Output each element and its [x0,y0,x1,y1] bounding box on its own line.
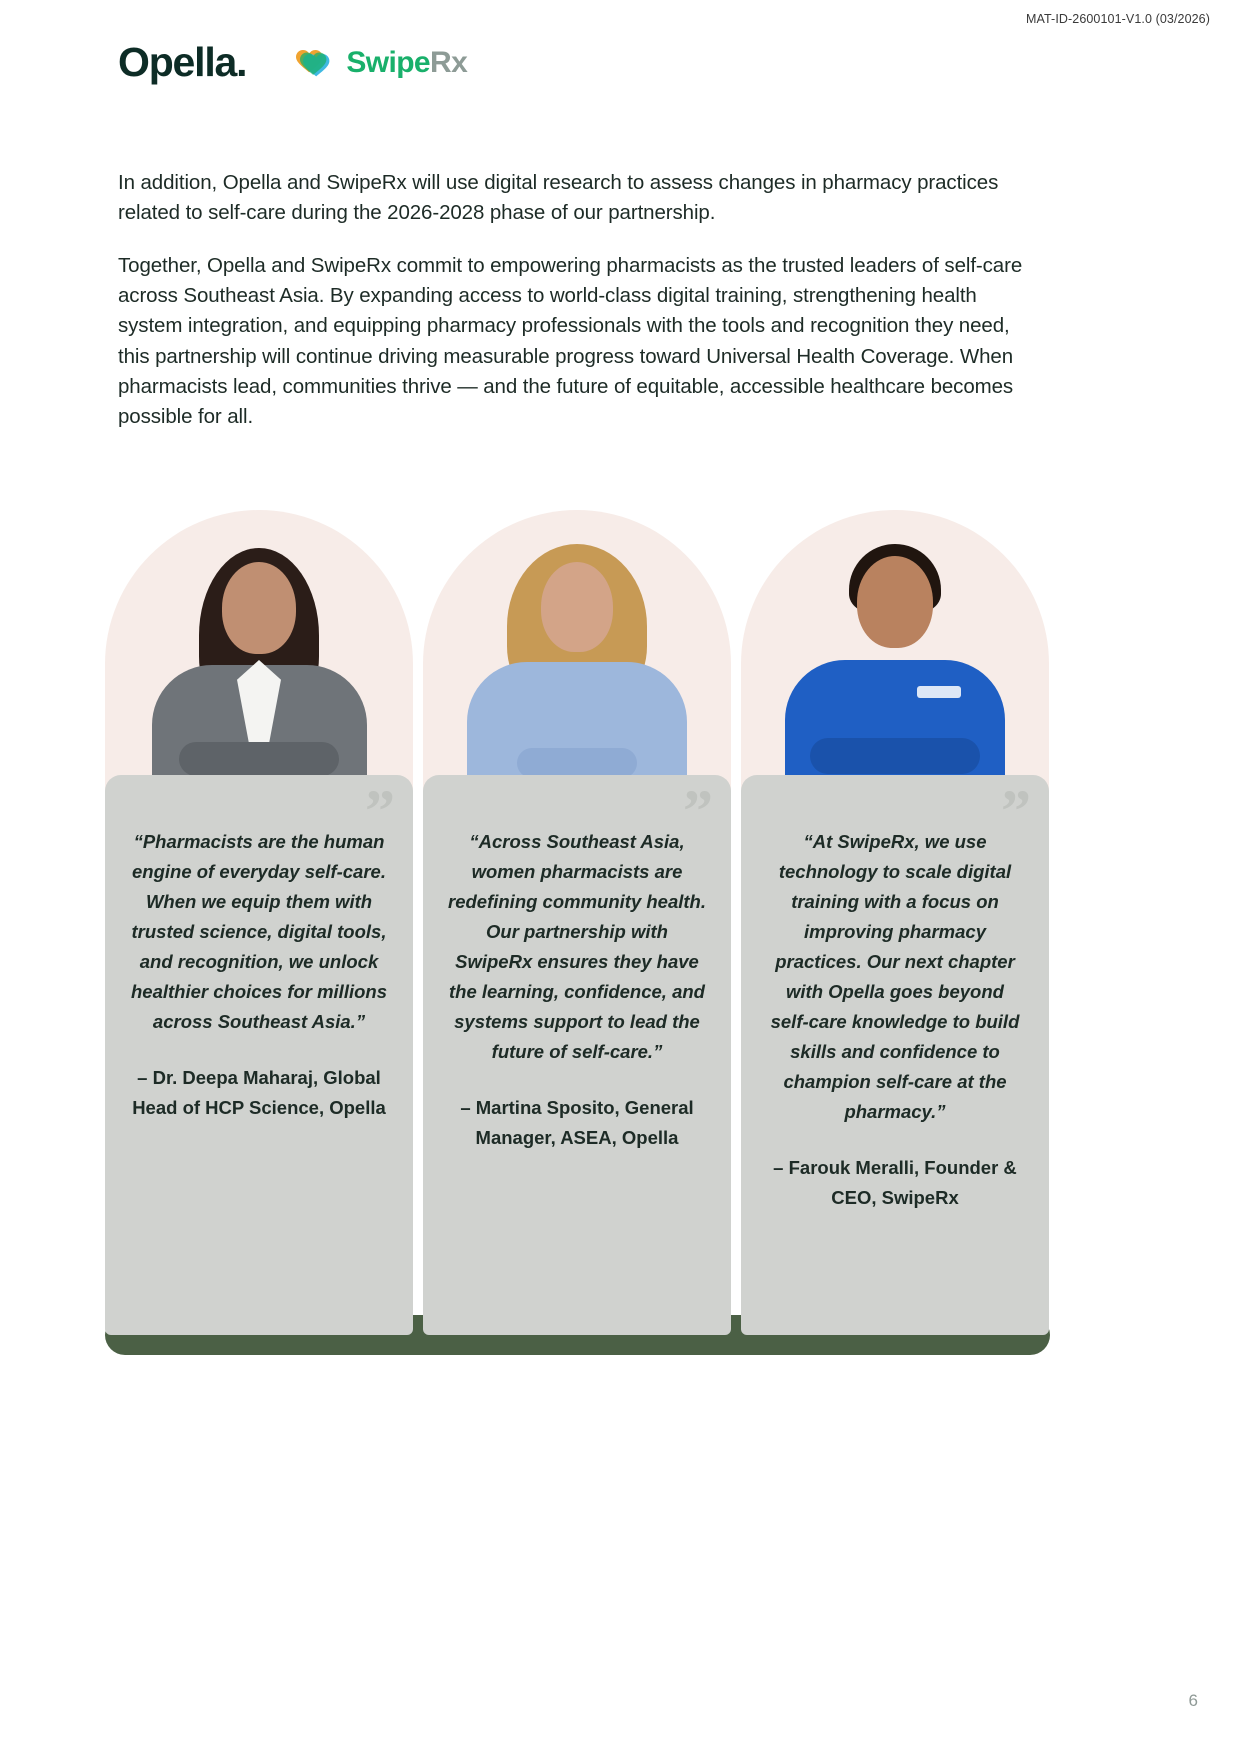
quote-attribution: – Dr. Deepa Maharaj, Global Head of HCP Science, Opella [132,1066,386,1118]
arms-shape [517,748,637,778]
material-id-code: MAT-ID-2600101-V1.0 (03/2026) [1025,12,1210,26]
swiperx-logo [292,46,467,80]
quote-card-2 [423,775,731,1335]
page-header [118,39,468,85]
quote-text: “At SwipeRx, we use technology to scale digital training with a focus on improving pharmacy practices. Our next chapter with Opella goes beyond self-care knowledge to build skills and confidence to champion self-care at the pharmacy.” [770,831,1020,1122]
quote-attribution: – Martina Sposito, General Manager, ASEA, Opella [460,1096,694,1148]
quotation-mark-icon: ” [365,778,395,844]
swiperx-wordmark-main: Swipe [346,45,431,79]
paragraph-1: In addition, Opella and SwipeRx will use digital research to assess changes in pharmacy practices related to self-care during the 2026-2028 phase of our partnership. [118,171,999,225]
head-shape [222,562,296,654]
quote-text: “Across Southeast Asia, women pharmacists are redefining community health. Our partnership with SwipeRx ensures they have the learning, confidence, and systems support to lead the future of self-care.” [448,831,706,1062]
testimonial-section [105,500,1050,1355]
swiperx-heart-icon [292,48,336,78]
paragraph-2: Together, Opella and SwipeRx commit to empowering pharmacists as the trusted leaders of self-care across Southeast Asia. By expanding access to world-class digital training, strengthening health system integration, and equipping pharmacy professionals with the tools and recognition they need, this partnership will continue driving measurable progress toward Universal Health Coverage. When pharmacists lead, communities thrive — and the future of equitable, accessible healthcare becomes possible for all. [118,253,1023,429]
opella-logo: Opella. [118,39,247,85]
portrait-deepa-maharaj [105,500,413,800]
swiperx-wordmark-rx: Rx [430,45,468,79]
portrait-figure [423,510,731,800]
quotation-mark-icon: ” [683,778,713,844]
arms-shape [810,738,980,774]
quote-attribution: – Farouk Meralli, Founder & CEO, SwipeRx [773,1156,1017,1208]
quote-text: “Pharmacists are the human engine of everyday self-care. When we equip them with trusted science, digital tools, and recognition, we unlock healthier choices for millions across Southeast Asia.” [131,831,387,1032]
quotation-mark-icon: ” [1001,778,1031,844]
head-shape [541,562,613,652]
polo-logo-shape [917,686,961,698]
swiperx-wordmark [346,46,467,80]
arms-shape [179,742,339,776]
portrait-figure [105,510,413,800]
portrait-martina-sposito [423,500,731,800]
portrait-figure [741,510,1049,800]
body-copy [118,168,1028,455]
quote-card-3 [741,775,1049,1335]
head-shape [857,556,933,648]
portrait-farouk-meralli [741,500,1049,800]
page-number: 6 [1188,1691,1198,1710]
quote-card-1 [105,775,413,1335]
